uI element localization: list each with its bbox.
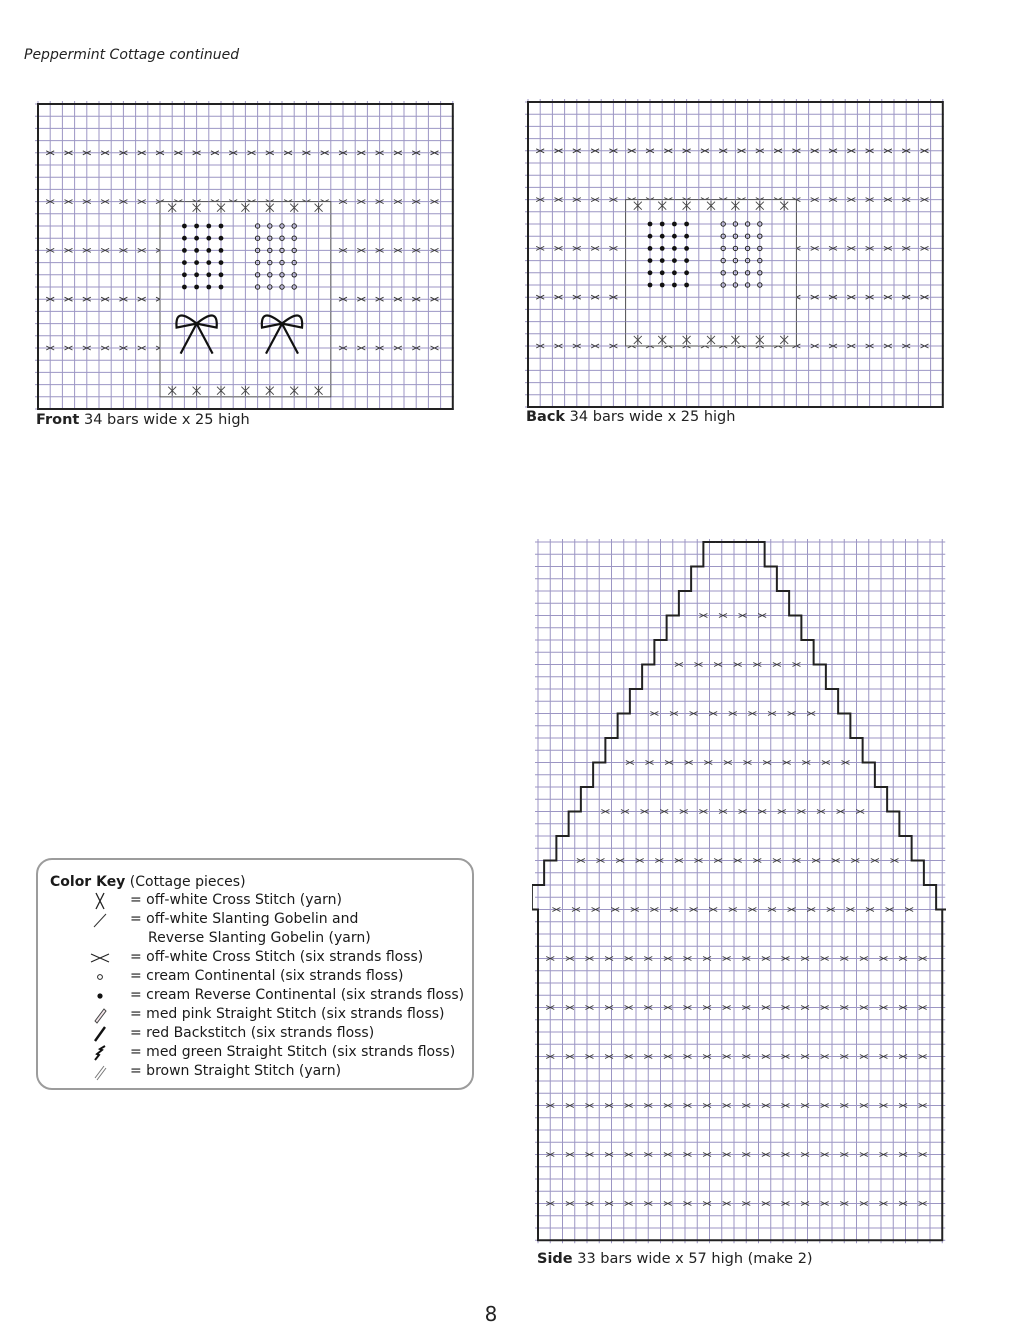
slant-line-icon [78,910,122,929]
key-item-label: = off-white Cross Stitch (six strands floss) [130,949,424,965]
key-item-label: = med pink Straight Stitch (six strands floss) [130,1006,445,1022]
page-header: Peppermint Cottage continued [24,47,240,63]
key-item [78,948,423,967]
open-circle-icon [78,967,122,986]
front-caption-name: Front [36,412,80,428]
key-item [78,910,358,929]
key-item [78,1005,445,1024]
canvas-grid-lines [535,539,945,1243]
side-caption-desc: 33 bars wide x 57 high (make 2) [572,1251,813,1267]
front-chart [34,98,454,410]
back-chart [524,96,944,408]
small-cross-icon [78,948,122,967]
side-chart [532,538,946,1248]
key-item [78,967,403,986]
key-item-label: Reverse Slanting Gobelin (yarn) [148,930,371,946]
green-straight-icon [78,1043,122,1062]
side-caption [537,1251,813,1267]
key-item [78,1062,341,1081]
side-caption-name: Side [537,1251,573,1267]
key-item-label: = med green Straight Stitch (six strands floss) [130,1044,456,1060]
back-grid [524,96,944,408]
backstitch-icon [78,1024,122,1043]
window-motif [160,202,331,397]
key-item [78,1043,455,1062]
side-outline [532,542,946,1240]
brown-straight-icon [78,1062,122,1081]
key-item-label: = cream Reverse Continental (six strands floss) [130,987,465,1003]
key-item-label: = cream Continental (six strands floss) [130,968,404,984]
back-caption-name: Back [526,409,566,425]
color-key-subtitle: (Cottage pieces) [125,874,246,890]
key-item [78,1024,374,1043]
key-item-label: = off-white Slanting Gobelin and [130,911,359,927]
key-item [130,929,371,948]
color-key-heading: Color Key [50,874,126,890]
cross-stitch-icon [78,891,122,910]
key-item [78,986,464,1005]
color-key-box [36,858,474,1090]
pink-straight-icon [78,1005,122,1024]
front-grid [34,98,454,410]
color-key-title [50,874,246,890]
side-grid [532,538,946,1248]
page-number: 8 [484,1302,498,1326]
dot-icon [78,986,122,1005]
front-caption-desc: 34 bars wide x 25 high [79,412,250,428]
key-item-label: = brown Straight Stitch (yarn) [130,1063,342,1079]
key-item-label: = red Backstitch (six strands floss) [130,1025,375,1041]
back-caption [526,409,735,425]
key-item-label: = off-white Cross Stitch (yarn) [130,892,342,908]
back-caption-desc: 34 bars wide x 25 high [565,409,736,425]
front-caption [36,412,250,428]
key-item [78,891,342,910]
